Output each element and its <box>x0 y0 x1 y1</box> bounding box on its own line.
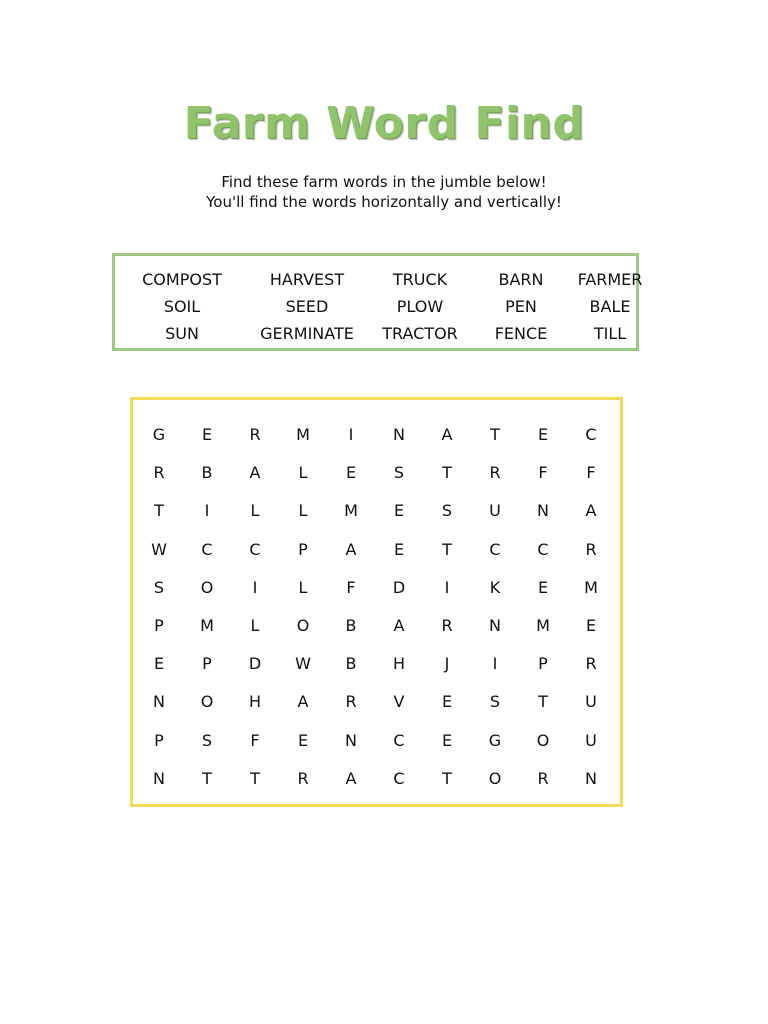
grid-letter: I <box>252 577 258 597</box>
letter-grid <box>135 416 602 798</box>
word-bank-item: BALE <box>589 297 631 316</box>
grid-letter: P <box>538 654 548 674</box>
grid-letter: C <box>489 539 501 559</box>
grid-letter: N <box>489 615 501 635</box>
grid-letter: U <box>585 692 597 712</box>
grid-letter: E <box>441 730 453 750</box>
grid-letter: M <box>584 577 598 597</box>
word-bank <box>112 253 643 351</box>
grid-letter: S <box>393 463 405 483</box>
grid-letter: A <box>345 768 357 788</box>
grid-letter: T <box>442 539 452 559</box>
grid-letter: E <box>153 654 165 674</box>
grid-letter: J <box>444 654 450 674</box>
grid-letter: I <box>492 654 498 674</box>
grid-letter: T <box>442 463 452 483</box>
grid-letter: A <box>441 425 453 444</box>
grid-letter: N <box>153 768 165 788</box>
grid-letter: B <box>345 615 357 635</box>
page-title: Farm Word Find <box>183 98 585 149</box>
grid-letter: E <box>537 425 549 444</box>
grid-letter: S <box>153 577 165 597</box>
grid-letter: M <box>200 615 214 635</box>
grid-letter: R <box>249 425 261 444</box>
grid-letter: F <box>346 577 356 597</box>
word-bank-item: HARVEST <box>269 270 345 289</box>
grid-letter: M <box>536 615 550 635</box>
word-bank-item: GERMINATE <box>260 324 354 343</box>
grid-letter: N <box>345 730 357 750</box>
grid-letter: T <box>538 692 548 712</box>
grid-letter: O <box>200 692 214 712</box>
grid-letter: O <box>536 730 550 750</box>
grid-letter: R <box>537 768 549 788</box>
grid-letter: E <box>393 501 405 521</box>
word-bank-grid <box>115 266 643 347</box>
grid-letter: A <box>249 463 261 483</box>
grid-letter: R <box>345 692 357 712</box>
grid-letter: F <box>538 463 548 483</box>
grid-letter: T <box>490 425 500 444</box>
grid-letter: F <box>250 730 260 750</box>
grid-letter: O <box>296 615 310 635</box>
grid-letter: R <box>441 615 453 635</box>
grid-letter: D <box>392 577 406 597</box>
grid-letter: E <box>345 463 357 483</box>
grid-letter: I <box>348 425 354 444</box>
word-bank-item: TILL <box>593 324 627 343</box>
grid-letter: I <box>204 501 210 521</box>
grid-letter: A <box>345 539 357 559</box>
grid-letter: T <box>442 768 452 788</box>
word-bank-item: FENCE <box>494 324 548 343</box>
word-bank-item: PEN <box>505 297 537 316</box>
grid-letter: R <box>585 654 597 674</box>
grid-letter: R <box>297 768 309 788</box>
grid-letter: E <box>297 730 309 750</box>
grid-letter: L <box>298 577 308 597</box>
grid-letter: R <box>153 463 165 483</box>
word-bank-item: COMPOST <box>142 270 222 289</box>
grid-letter: P <box>154 730 164 750</box>
grid-letter: R <box>489 463 501 483</box>
grid-letter: P <box>154 615 164 635</box>
grid-letter: N <box>153 692 165 712</box>
grid-letter: M <box>344 501 358 521</box>
word-bank-item: BARN <box>498 270 544 289</box>
grid-letter: E <box>537 577 549 597</box>
instructions-line-1: Find these farm words in the jumble below! <box>221 173 547 191</box>
word-bank-item: SEED <box>285 297 329 316</box>
grid-letter: H <box>248 692 262 712</box>
grid-letter: E <box>441 692 453 712</box>
grid-letter: L <box>298 501 308 521</box>
grid-letter: N <box>537 501 549 521</box>
grid-letter: R <box>585 539 597 559</box>
grid-letter: E <box>585 615 597 635</box>
word-bank-item: SOIL <box>163 297 201 316</box>
word-bank-item: TRUCK <box>392 270 448 289</box>
grid-letter: O <box>200 577 214 597</box>
grid-letter: G <box>488 730 502 750</box>
grid-letter: O <box>488 768 502 788</box>
grid-letter: T <box>250 768 260 788</box>
grid-letter: N <box>585 768 597 788</box>
grid-letter: P <box>298 539 308 559</box>
grid-letter: S <box>201 730 213 750</box>
grid-letter: W <box>151 539 167 559</box>
grid-letter: S <box>441 501 453 521</box>
grid-letter: B <box>345 654 357 674</box>
word-bank-item: SUN <box>165 324 199 343</box>
grid-letter: A <box>585 501 597 521</box>
grid-letter: B <box>201 463 213 483</box>
instructions-line-2: You'll find the words horizontally and vertically! <box>206 193 562 211</box>
grid-letter: U <box>489 501 501 521</box>
grid-letter: D <box>248 654 262 674</box>
grid-letter: F <box>586 463 596 483</box>
grid-letter: C <box>249 539 261 559</box>
word-bank-item: FARMER <box>577 270 643 289</box>
grid-letter: E <box>393 539 405 559</box>
grid-letter: C <box>201 539 213 559</box>
grid-letter: C <box>585 425 597 444</box>
grid-letter: C <box>537 539 549 559</box>
grid-letter: K <box>489 577 501 597</box>
grid-letter: L <box>250 501 260 521</box>
instructions <box>0 172 768 212</box>
grid-letter: T <box>154 501 164 521</box>
puzzle-box <box>130 397 623 807</box>
grid-letter: I <box>444 577 450 597</box>
grid-letter: L <box>298 463 308 483</box>
grid-letter: M <box>296 425 310 444</box>
grid-letter: T <box>202 768 212 788</box>
grid-letter: H <box>392 654 406 674</box>
grid-letter: A <box>393 615 405 635</box>
grid-letter: W <box>295 654 311 674</box>
grid-letter: L <box>250 615 260 635</box>
grid-letter: E <box>201 425 213 444</box>
grid-letter: S <box>489 692 501 712</box>
grid-letter: U <box>585 730 597 750</box>
grid-letter: A <box>297 692 309 712</box>
word-bank-item: PLOW <box>396 297 444 316</box>
grid-letter: G <box>152 425 166 444</box>
grid-letter: C <box>393 730 405 750</box>
grid-letter: V <box>393 692 405 712</box>
grid-letter: P <box>202 654 212 674</box>
word-bank-item: TRACTOR <box>382 324 458 343</box>
grid-letter: C <box>393 768 405 788</box>
grid-letter: N <box>393 425 405 444</box>
